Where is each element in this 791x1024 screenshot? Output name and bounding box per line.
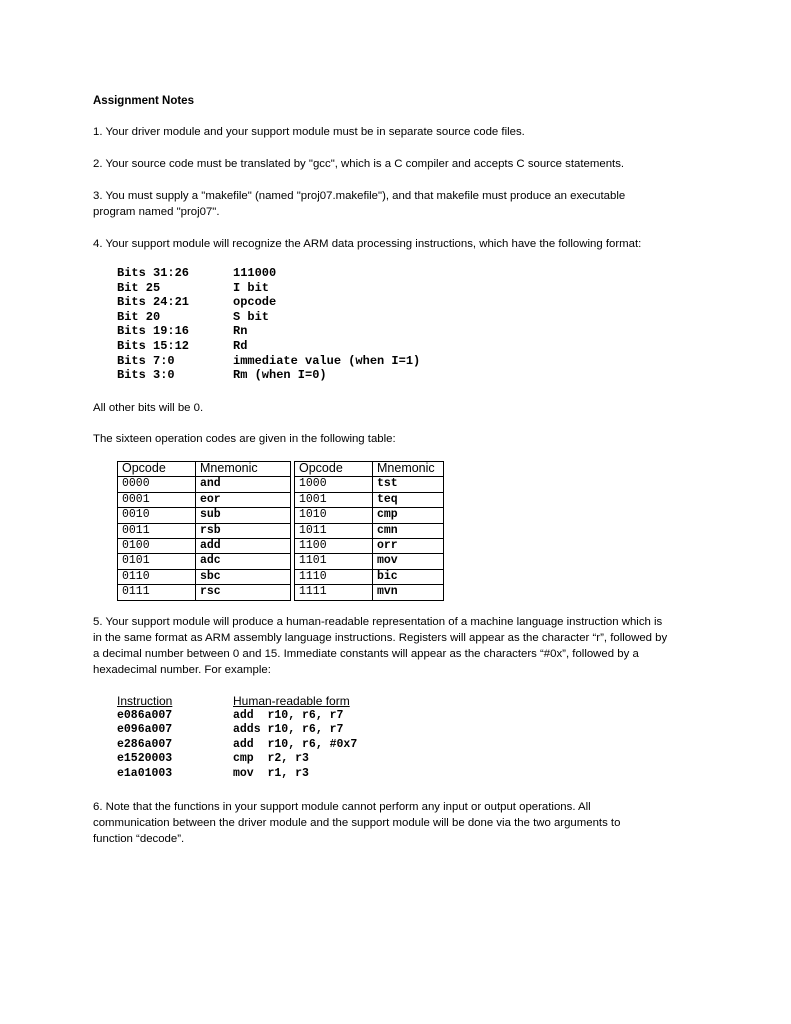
- note-2: 2. Your source code must be translated by "gcc", which is a C compiler and accepts C source statements.: [93, 158, 625, 170]
- format-bits: Bits 19:16: [117, 324, 190, 339]
- opcode-cell: 1001: [295, 492, 373, 507]
- example-instruction: e096a007: [117, 723, 173, 737]
- example-form: mov r1, r3: [233, 766, 309, 780]
- example-instruction: e1a01003: [117, 766, 173, 780]
- format-desc: I bit: [233, 280, 270, 295]
- note-5-line-2: in the same format as ARM assembly language instructions. Registers will appear as the character “r”, followed by: [93, 632, 668, 644]
- example-form: add r10, r6, #0x7: [233, 737, 358, 751]
- example-form: adds r10, r6, r7: [233, 723, 344, 737]
- mnemonic-cell: tst: [373, 477, 444, 492]
- note-3-line-2: program named "proj07".: [93, 206, 220, 218]
- opcode-cell: 1011: [295, 523, 373, 538]
- note-6-line-1: 6. Note that the functions in your support module cannot perform any input or output operations. All: [93, 801, 591, 813]
- table-row: [118, 538, 444, 553]
- mnemonic-cell: mov: [373, 554, 444, 569]
- opcode-cell: 0100: [118, 538, 196, 553]
- note-5-line-1: 5. Your support module will produce a human-readable representation of a machine language instruction which is: [93, 616, 663, 628]
- opcode-cell: 1100: [295, 538, 373, 553]
- note-1: 1. Your driver module and your support module must be in separate source code files.: [93, 126, 525, 138]
- opcode-cell: 0101: [118, 554, 196, 569]
- format-desc: Rn: [233, 324, 248, 339]
- example-instruction: e1520003: [117, 752, 173, 766]
- opcode-table: [117, 461, 444, 601]
- opcode-cell: 0011: [118, 523, 196, 538]
- example-instruction: e086a007: [117, 708, 173, 722]
- mnemonic-cell: orr: [373, 538, 444, 553]
- examples-form-column: [233, 694, 357, 782]
- header-opcode: Opcode: [118, 462, 196, 477]
- examples-header-form: Human-readable form: [233, 694, 350, 708]
- mnemonic-cell: rsc: [196, 585, 291, 600]
- table-header-row: [118, 462, 444, 477]
- format-desc: opcode: [233, 295, 277, 310]
- mnemonic-cell: bic: [373, 569, 444, 584]
- format-bits: Bits 31:26: [117, 266, 190, 280]
- example-form: add r10, r6, r7: [233, 708, 344, 722]
- format-desc: S bit: [233, 309, 270, 324]
- table-row: [118, 492, 444, 507]
- format-desc: 111000: [233, 266, 277, 280]
- example-instruction: e286a007: [117, 737, 173, 751]
- opcode-cell: 0010: [118, 508, 196, 523]
- mnemonic-cell: cmn: [373, 523, 444, 538]
- table-row: [118, 508, 444, 523]
- format-desc: Rd: [233, 338, 248, 353]
- opcode-cell: 0000: [118, 477, 196, 492]
- format-bits: Bit 20: [117, 309, 161, 324]
- examples-instruction-column: [117, 694, 172, 782]
- table-intro: The sixteen operation codes are given in the following table:: [93, 433, 396, 445]
- mnemonic-cell: sbc: [196, 569, 291, 584]
- format-bits: Bits 15:12: [117, 338, 190, 353]
- format-bits: Bits 3:0: [117, 368, 175, 383]
- note-4: 4. Your support module will recognize the ARM data processing instructions, which have the following format:: [93, 238, 642, 250]
- note-5-line-3: a decimal number between 0 and 15. Immediate constants will appear as the characters “#0x”, followed by a: [93, 648, 639, 660]
- table-row: [118, 523, 444, 538]
- format-bits: Bits 7:0: [117, 353, 175, 368]
- note-3-line-1: 3. You must supply a "makefile" (named "proj07.makefile"), and that makefile must produce an executable: [93, 190, 626, 202]
- example-form: cmp r2, r3: [233, 752, 309, 766]
- mnemonic-cell: cmp: [373, 508, 444, 523]
- format-bits: Bit 25: [117, 280, 161, 295]
- opcode-cell: 0111: [118, 585, 196, 600]
- opcode-cell: 1111: [295, 585, 373, 600]
- header-mnemonic: Mnemonic: [373, 462, 444, 477]
- note-6-line-2: communication between the driver module and the support module will be done via the two arguments to: [93, 817, 621, 829]
- opcode-cell: 1000: [295, 477, 373, 492]
- format-desc: immediate value (when I=1): [233, 353, 421, 368]
- opcode-cell: 0110: [118, 569, 196, 584]
- mnemonic-cell: adc: [196, 554, 291, 569]
- table-row: [118, 569, 444, 584]
- table-row: [118, 554, 444, 569]
- note-5-line-4: hexadecimal number. For example:: [93, 664, 271, 676]
- format-desc: Rm (when I=0): [233, 368, 327, 383]
- mnemonic-cell: mvn: [373, 585, 444, 600]
- format-desc-column: [233, 266, 420, 383]
- format-bits: Bits 24:21: [117, 295, 190, 310]
- table-row: [118, 477, 444, 492]
- mnemonic-cell: teq: [373, 492, 444, 507]
- table-row: [118, 585, 444, 600]
- examples-header-instruction: Instruction: [117, 694, 173, 708]
- opcode-cell: 1110: [295, 569, 373, 584]
- mnemonic-cell: and: [196, 477, 291, 492]
- header-mnemonic: Mnemonic: [196, 462, 291, 477]
- opcode-cell: 1101: [295, 554, 373, 569]
- opcode-cell: 1010: [295, 508, 373, 523]
- page-title: Assignment Notes: [93, 95, 194, 107]
- mnemonic-cell: rsb: [196, 523, 291, 538]
- note-6-line-3: function “decode”.: [93, 833, 185, 845]
- mnemonic-cell: add: [196, 538, 291, 553]
- header-opcode: Opcode: [295, 462, 373, 477]
- mnemonic-cell: sub: [196, 508, 291, 523]
- opcode-cell: 0001: [118, 492, 196, 507]
- mnemonic-cell: eor: [196, 492, 291, 507]
- format-bits-column: [117, 266, 189, 383]
- other-bits-note: All other bits will be 0.: [93, 402, 204, 414]
